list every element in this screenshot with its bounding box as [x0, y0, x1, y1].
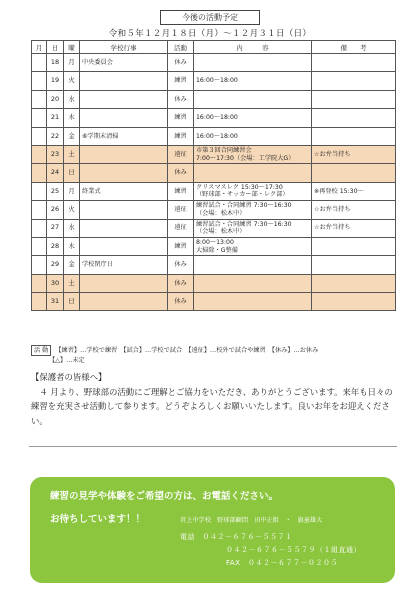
cell-content: 練習試合・合同練習 7:30～16:30 （会場：松木中） [194, 219, 312, 237]
table-row [32, 237, 396, 255]
cell-event: 中央委員会 [80, 54, 168, 72]
cell-content: 16:00～18:00 [194, 109, 312, 127]
contact-line2: お待ちしています！！ [50, 514, 146, 525]
cell-activity: 休み [168, 274, 194, 292]
schedule-table [31, 40, 396, 311]
cell-weekday: 火 [64, 72, 80, 90]
contact-org: 宮上中学校 野球部顧問 田中正組 ・ 旗童雄大 [180, 517, 323, 524]
table-row [32, 256, 396, 274]
cell-content: 16:00～18:00 [194, 127, 312, 145]
table-row [32, 182, 396, 200]
cell-day: 31 [47, 293, 64, 311]
cell-activity: 休み [168, 293, 194, 311]
cell-activity: 休み [168, 164, 194, 182]
cell-note [312, 54, 396, 72]
contact-tel1: 電話 ０４２－６７６－５５７１ [180, 533, 293, 541]
cell-note [312, 72, 396, 90]
cell-event [80, 219, 168, 237]
cell-content: 8:00～13:00 大掃除・G整備 [194, 237, 312, 255]
contact-box [30, 477, 395, 583]
cell-day: 24 [47, 164, 64, 182]
schedule-title: 今後の活動予定 [160, 10, 260, 25]
date-range: 令和５年１２月１８日（月）～１２月３１日（日） [108, 29, 312, 39]
cell-note [312, 274, 396, 292]
cell-weekday: 日 [64, 164, 80, 182]
cell-day: 26 [47, 201, 64, 219]
col-content: 内 容 [194, 41, 312, 54]
col-activity: 活動 [168, 41, 194, 54]
cell-day: 20 [47, 90, 64, 108]
contact-line1: 練習の見学や体験をご希望の方は、お電話ください。 [50, 491, 279, 502]
table-row [32, 274, 396, 292]
cell-month [32, 127, 47, 145]
table-row [32, 127, 396, 145]
cell-activity: 練習 [168, 109, 194, 127]
cell-event [80, 72, 168, 90]
cell-activity: 休み [168, 54, 194, 72]
legend-label: 活 動 [31, 345, 51, 356]
cell-month [32, 219, 47, 237]
legend-line1: 【練習】…学校で練習 【試合】…学校で試合 【遠征】…校外で試合や練習 【休み】…お休み [55, 347, 319, 354]
legend [31, 345, 318, 365]
cell-activity: 休み [168, 90, 194, 108]
cell-month [32, 237, 47, 255]
cell-event: 終業式 [80, 182, 168, 200]
table-row [32, 201, 396, 219]
contact-tel2: ０４２－６７６－５５７９（１組直通） [226, 546, 361, 554]
cell-event [80, 109, 168, 127]
cell-day: 30 [47, 274, 64, 292]
cell-event [80, 145, 168, 163]
contact-fax: FAX ０４２－６７７－０２０５ [226, 559, 338, 567]
cell-day: 21 [47, 109, 64, 127]
cell-activity: 遠征 [168, 201, 194, 219]
table-row [32, 90, 396, 108]
table-row [32, 109, 396, 127]
cell-note [312, 109, 396, 127]
cell-day: 27 [47, 219, 64, 237]
legend-line2: 【△】…未定 [49, 357, 85, 364]
cell-weekday: 土 [64, 274, 80, 292]
cell-day: 29 [47, 256, 64, 274]
table-row [32, 72, 396, 90]
cell-month [32, 164, 47, 182]
cell-content [194, 293, 312, 311]
cell-month [32, 54, 47, 72]
cell-content [194, 256, 312, 274]
cell-note: ☆お弁当持ち [312, 219, 396, 237]
cell-note [312, 164, 396, 182]
cell-note: ☆お弁当持ち [312, 145, 396, 163]
cell-day: 28 [47, 237, 64, 255]
cell-day: 18 [47, 54, 64, 72]
cell-day: 22 [47, 127, 64, 145]
cell-weekday: 水 [64, 90, 80, 108]
table-header-row [32, 41, 396, 54]
cell-event: 学校閉庁日 [80, 256, 168, 274]
cell-weekday: 月 [64, 182, 80, 200]
cell-weekday: 木 [64, 237, 80, 255]
cell-note [312, 293, 396, 311]
cell-event [80, 237, 168, 255]
cell-activity: 遠征 [168, 219, 194, 237]
cell-weekday: 火 [64, 201, 80, 219]
cell-event: ⑥学期末清掃 [80, 127, 168, 145]
cell-weekday: 日 [64, 293, 80, 311]
message-body: ４ 月より、野球部の活動にご理解とご協力をいただき、ありがとうございます。来年も日々の練習を充実させ活動して参ります。どうぞよろしくお願いいたします。良いお年をお迎えください。 [31, 386, 393, 426]
cell-weekday: 水 [64, 219, 80, 237]
cell-activity: 練習 [168, 182, 194, 200]
cell-month [32, 72, 47, 90]
cell-day: 25 [47, 182, 64, 200]
message-heading: 【保護者の皆様へ】 [31, 372, 107, 382]
cell-content: 練習試合・合同練習 7:30～16:30 （会場：松木中） [194, 201, 312, 219]
cell-weekday: 金 [64, 127, 80, 145]
col-month: 月 [32, 41, 47, 54]
cell-content [194, 90, 312, 108]
table-row [32, 293, 396, 311]
cell-month [32, 293, 47, 311]
col-note: 備 考 [312, 41, 396, 54]
cell-note [312, 237, 396, 255]
cell-content [194, 164, 312, 182]
col-day: 日 [47, 41, 64, 54]
cell-weekday: 月 [64, 54, 80, 72]
cell-event [80, 201, 168, 219]
cell-day: 19 [47, 72, 64, 90]
cell-weekday: 土 [64, 145, 80, 163]
cell-note [312, 90, 396, 108]
cell-weekday: 木 [64, 109, 80, 127]
cell-activity: 練習 [168, 237, 194, 255]
cell-content [194, 274, 312, 292]
cell-event [80, 90, 168, 108]
cell-event [80, 274, 168, 292]
cell-month [32, 90, 47, 108]
cell-note: ※再登校 15:30～ [312, 182, 396, 200]
cell-month [32, 274, 47, 292]
cell-weekday: 金 [64, 256, 80, 274]
cell-activity: 休み [168, 256, 194, 274]
cell-month [32, 182, 47, 200]
table-row [32, 164, 396, 182]
cell-event [80, 293, 168, 311]
cell-content: クリスマスレク 15:30～17:30 （野球部・サッカー部・レク部） [194, 182, 312, 200]
parent-message [31, 370, 397, 428]
cell-day: 23 [47, 145, 64, 163]
cell-activity: 練習 [168, 72, 194, 90]
col-weekday: 曜 [64, 41, 80, 54]
col-event: 学校行事 [80, 41, 168, 54]
cell-note [312, 127, 396, 145]
table-row [32, 54, 396, 72]
table-row [32, 219, 396, 237]
cell-note [312, 256, 396, 274]
table-row [32, 145, 396, 163]
cell-content [194, 54, 312, 72]
cell-event [80, 164, 168, 182]
cell-content: 16:00～18:00 [194, 72, 312, 90]
cell-month [32, 145, 47, 163]
cell-month [32, 109, 47, 127]
cell-content: 市第３回合同練習会 7:00～17:30（会場：工学院大G） [194, 145, 312, 163]
cell-activity: 遠征 [168, 145, 194, 163]
cell-activity: 練習 [168, 127, 194, 145]
cell-note: ☆お弁当持ち [312, 201, 396, 219]
cell-month [32, 201, 47, 219]
cell-month [32, 256, 47, 274]
